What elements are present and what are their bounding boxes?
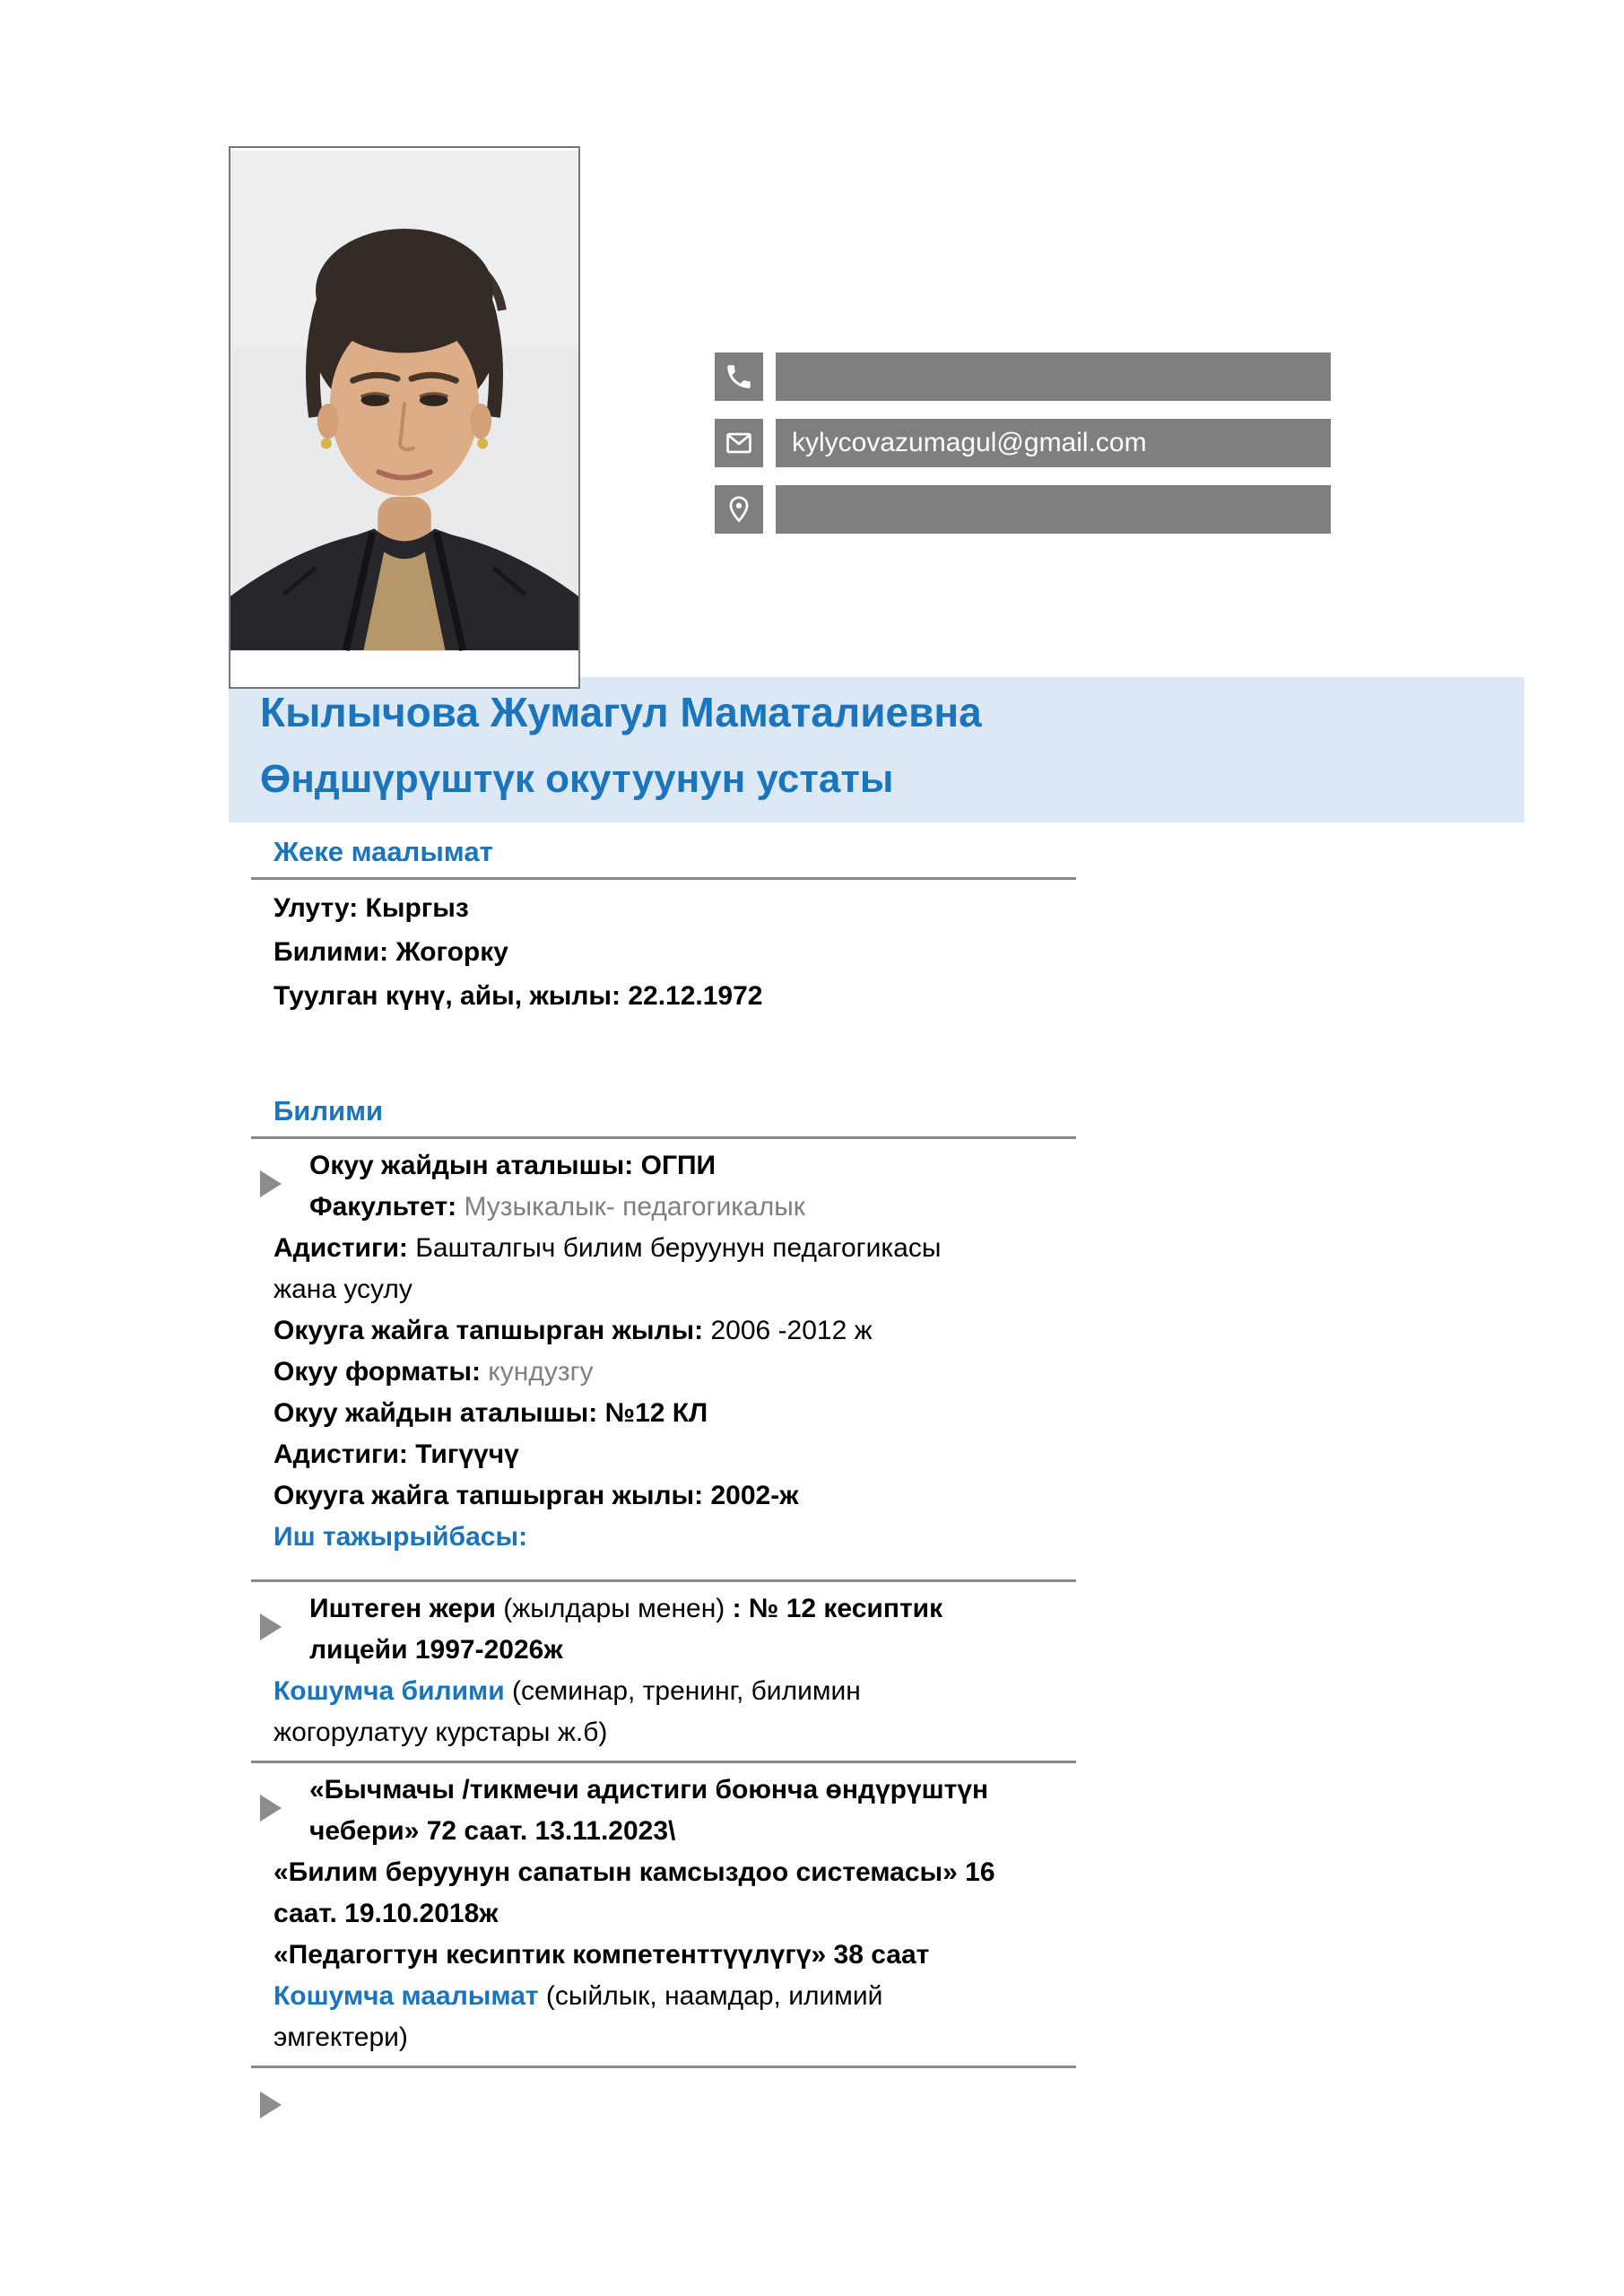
additional-info-note-cont: эмгектери) <box>274 2022 408 2052</box>
contact-row-phone <box>715 352 1331 401</box>
empty-list-entry <box>251 2084 1076 2126</box>
list-arrow-icon <box>260 2092 282 2118</box>
portrait-illustration <box>230 148 578 653</box>
email-field: kylycovazumagul@gmail.com <box>776 419 1331 467</box>
education-years-2: Окууга жайга тапшырган жылы: 2002-ж <box>274 1481 799 1510</box>
section-heading-personal: Жеке маалымат <box>274 836 493 867</box>
personal-info-list <box>251 886 1076 1018</box>
course-2-line-1: «Билим беруунун сапатын камсыздоо системасы» 16 <box>274 1857 995 1887</box>
contact-block <box>715 352 1331 534</box>
education-faculty: Факультет: Музыкалык- педагогикалык <box>309 1192 805 1222</box>
email-icon <box>715 419 763 467</box>
person-name: Кылычова Жумагул Маматалиевна <box>260 689 982 735</box>
contact-row-address <box>715 485 1331 534</box>
phone-field <box>776 352 1331 401</box>
section-divider <box>251 877 1076 880</box>
profile-photo <box>229 146 580 689</box>
experience-place-cont: лицейи 1997-2026ж <box>309 1635 563 1665</box>
section-divider <box>251 1761 1076 1763</box>
location-icon <box>715 485 763 534</box>
education-list <box>251 1145 1076 1558</box>
education-format: Окуу форматы: кундузгу <box>274 1357 594 1387</box>
section-heading-experience: Иш тажырыйбасы: <box>274 1522 528 1552</box>
course-2-line-2: саат. 19.10.2018ж <box>274 1899 499 1928</box>
additional-education-note-cont: жогорулатуу курстары ж.б) <box>274 1718 608 1747</box>
list-arrow-icon <box>260 1795 282 1822</box>
job-title: Өндшүрүштүк окутуунун устаты <box>260 757 894 801</box>
education-specialty-2: Адистиги: Тигүүчү <box>274 1439 519 1469</box>
education-years-1: Окууга жайга тапшырган жылы: 2006 -2012 ж <box>274 1316 873 1345</box>
experience-list <box>251 1588 1076 1753</box>
section-divider <box>251 1136 1076 1139</box>
personal-nationality: Улуту: Кыргыз <box>274 893 469 923</box>
header-banner <box>229 677 1524 822</box>
contact-row-email <box>715 419 1331 467</box>
course-entry-1 <box>251 1770 1076 1852</box>
cv-body <box>251 834 1076 2126</box>
courses-list <box>251 1770 1076 2058</box>
personal-birth-date: Туулган күнү, айы, жылы: 22.12.1972 <box>274 981 763 1011</box>
experience-entry <box>251 1588 1076 1671</box>
section-heading-education: Билими <box>274 1095 384 1126</box>
section-divider <box>251 1579 1076 1582</box>
education-entry-1 <box>251 1145 1076 1228</box>
course-1-line-2: чебери» 72 саат. 13.11.2023\ <box>309 1816 676 1846</box>
list-arrow-icon <box>260 1613 282 1640</box>
address-field <box>776 485 1331 534</box>
experience-place: Иштеген жери (жылдары менен) : № 12 кесиптик <box>309 1594 943 1623</box>
section-divider <box>251 2066 1076 2068</box>
personal-education-level: Билими: Жогорку <box>274 937 508 967</box>
section-heading-additional-education: Кошумча билими (семинар, тренинг, билимин <box>274 1676 861 1706</box>
education-school-2: Окуу жайдын аталышы: №12 КЛ <box>274 1398 708 1428</box>
education-specialty-1: Адистиги: Башталгыч билим беруунун педагогикасы <box>274 1233 942 1263</box>
course-3: «Педагогтун кесиптик компетенттүүлүгү» 38 саат <box>274 1940 930 1970</box>
course-1-line-1: «Бычмачы /тикмечи адистиги боюнча өндүрүштүн <box>309 1775 989 1805</box>
education-specialty-1-cont: жана усулу <box>274 1274 413 1304</box>
section-heading-additional-info: Кошумча маалымат (сыйлык, наамдар, илимий <box>274 1981 883 2011</box>
education-school-1: Окуу жайдын аталышы: ОГПИ <box>309 1151 716 1180</box>
list-arrow-icon <box>260 1170 282 1197</box>
phone-icon <box>715 352 763 401</box>
